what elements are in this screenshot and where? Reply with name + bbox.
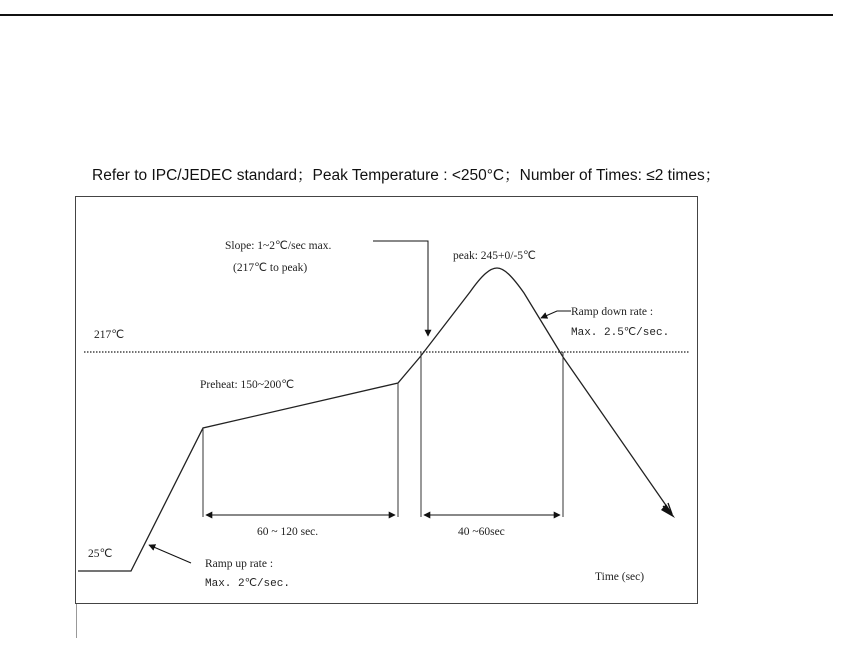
slope-label-line1: Slope: 1~2℃/sec max. xyxy=(225,240,332,252)
ramp-down-label-line2: Max. 2.5℃/sec. xyxy=(571,327,670,339)
ramp-up-leader-line xyxy=(149,545,191,563)
slope-leader-line xyxy=(373,241,428,336)
above-liquidus-interval-label: 40 ~60sec xyxy=(458,526,505,538)
ramp-up-label-line2: Max. 2℃/sec. xyxy=(205,578,290,590)
preheat-label: Preheat: 150~200℃ xyxy=(200,379,295,391)
slope-label-line2: (217℃ to peak) xyxy=(233,262,308,274)
ramp-down-label-line1: Ramp down rate : xyxy=(571,306,654,318)
temp-25-label: 25℃ xyxy=(88,548,113,560)
peak-label: peak: 245+0/-5℃ xyxy=(453,250,536,262)
ramp-up-label-line1: Ramp up rate : xyxy=(205,558,274,570)
time-axis-label: Time (sec) xyxy=(595,571,645,583)
temp-217-label: 217℃ xyxy=(94,329,125,341)
preheat-interval-label: 60 ~ 120 sec. xyxy=(257,526,319,538)
ramp-down-leader-line xyxy=(541,311,571,318)
caption: Refer to IPC/JEDEC standard；Peak Temperature : <250°C；Number of Times: ≤2 times； xyxy=(92,167,721,184)
